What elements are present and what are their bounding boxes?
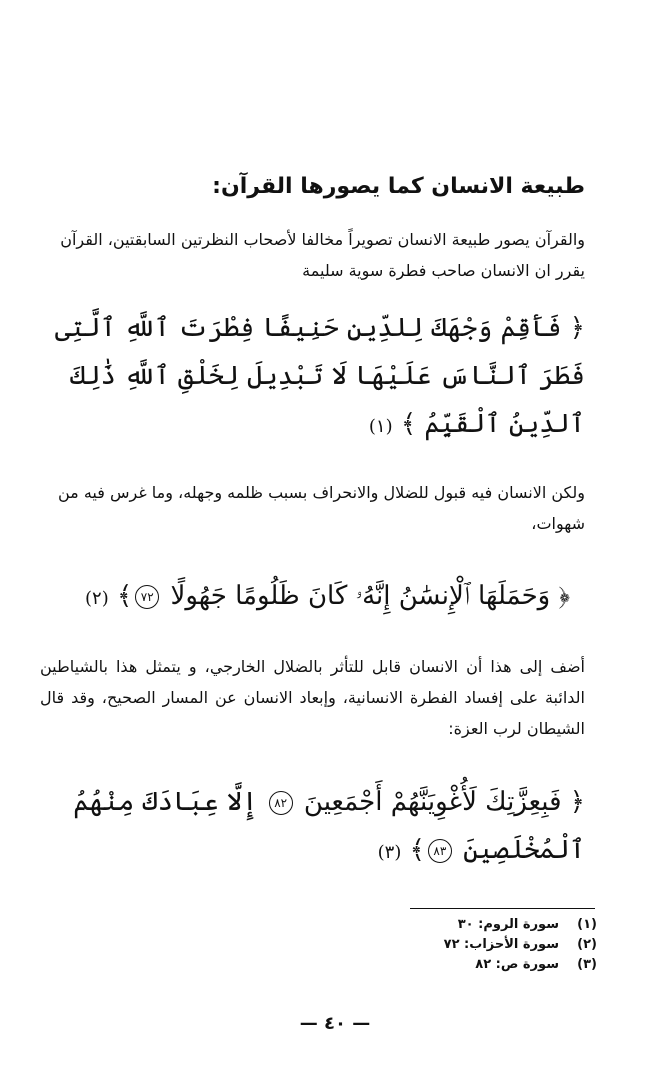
ayah-marker-icon: ٨٢ <box>269 791 293 815</box>
ayah-marker-icon: ٨٣ <box>428 839 452 863</box>
footnote-number: (١) <box>577 917 597 932</box>
verse-close: ﴾ <box>409 835 425 865</box>
footnote-ref-2: (٢) <box>85 588 109 609</box>
paragraph-quran-nature: والقرآن يصور طبيعة الانسان تصويراً مخالفا لأصحاب النظرتين السابقتين، القرآن يقرر ان الانسان صاحب فطرة سوية سليمة <box>60 230 585 280</box>
footnote-text: سورة الأحزاب: ٧٢ <box>443 937 559 952</box>
footnote-text: سورة ص: ٨٢ <box>475 957 559 972</box>
footnote-ref-3: (٣) <box>377 842 402 863</box>
verse-sad <box>40 778 585 877</box>
verse-text-part1: ﴿ فَبِعِزَّتِكَ لَأُغْوِيَنَّهُمْ أَجْمَعِينَ <box>303 787 585 817</box>
verse-ar-rum <box>40 304 585 451</box>
footnote-item <box>397 915 597 935</box>
section-title: طبيعة الانسان كما يصورها القرآن: <box>212 174 585 199</box>
footnote-item <box>397 955 597 975</box>
verse-text-part2: إِلَّا عِبَادَكَ مِنْهُمُ ٱلْمُخْلَصِينَ <box>73 787 585 865</box>
verse-text: ﴿ وَحَمَلَهَا ٱلْإِنسَٰنُ إِنَّهُۥ كَانَ ظَلُومًا جَهُولًا <box>170 581 570 611</box>
footnotes <box>397 915 597 975</box>
paragraph-satan-influence: أضف إلى هذا أن الانسان قابل للتأثر بالضلال الخارجي، و يتمثل هذا بالشياطين الدائبة على إفساد الفطرة الانسانية، وإبعاد الانسان عن المسار الصحيح، وقد قال الشيطان لرب العزة: <box>40 657 585 738</box>
verse-close: ﴾ <box>117 581 133 611</box>
verse-text: ﴿ فَأَقِمْ وَجْهَكَ لِلدِّينِ حَنِيفًا فِطْرَتَ ٱللَّهِ ٱلَّتِى فَطَرَ ٱلنَّاسَ عَلَيْهَا لَا تَبْدِيلَ لِخَلْقِ ٱللَّهِ ذَٰلِكَ ٱلدِّينُ ٱلْقَيِّمُ ﴾ <box>54 313 585 439</box>
footnote-number: (٢) <box>577 937 597 952</box>
footnote-divider <box>410 908 595 909</box>
footnote-text: سورة الروم: ٣٠ <box>457 917 559 932</box>
page-number: — ٤٠ — <box>299 1013 371 1034</box>
footnote-number: (٣) <box>577 957 597 972</box>
footnote-item <box>397 935 597 955</box>
paragraph-human-weakness: ولكن الانسان فيه قبول للضلال والانحراف بسبب ظلمه وجهله، وما غرس فيه من شهوات، <box>57 483 585 533</box>
footnote-ref-1: (١) <box>368 416 393 437</box>
verse-al-ahzab <box>50 572 570 623</box>
ayah-marker-icon: ٧٢ <box>135 585 159 609</box>
